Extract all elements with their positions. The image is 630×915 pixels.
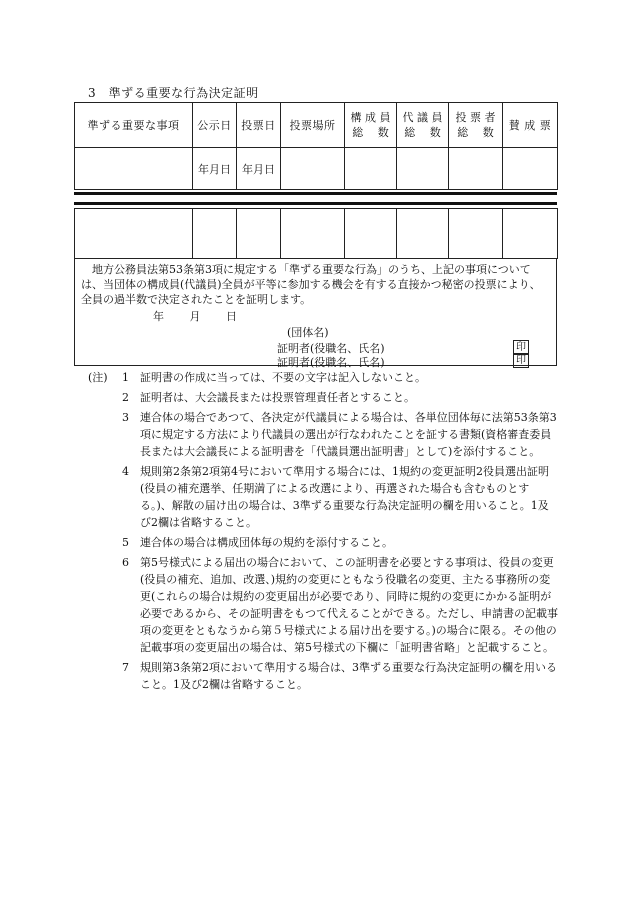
header-matter: 準ずる重要な事項	[75, 103, 193, 148]
date-day: 日	[226, 310, 237, 323]
note-number: 6	[122, 556, 129, 569]
note-number: 7	[122, 661, 129, 674]
header-vote-place: 投票場所	[281, 103, 345, 148]
note-item	[88, 409, 558, 460]
table-header-row	[75, 103, 558, 148]
certifier-1: 証明者(役職名、氏名)	[277, 342, 385, 355]
cell-members	[345, 209, 397, 259]
note-number: 1	[122, 371, 129, 384]
certification-date	[153, 308, 259, 324]
header-members-line1: 構 成 員	[350, 111, 391, 124]
note-item	[88, 659, 558, 693]
decision-table	[74, 102, 558, 190]
header-delegates-line1: 代 議 員	[402, 111, 443, 124]
note-text: 第5号様式による届出の場合において、この証明書を必要とする事項は、役員の変更(役員の補充、追加、改選、)規約の変更にともなう役職名の変更、主たる事務所の変更(これらの場合は規約の変更届出が必要であり、同時に規約の変更にかかる証明が必要であるから、その証明書をもつて代えることができる。ただし、申請書の記載事項の変更をともなうから第５号様式による届け出を要する。)の場合に限る。その他の記載事項の変更届出の場合は、第5号様式の下欄に「証明書省略」と記載すること。	[140, 556, 558, 654]
cell-vote-date: 年月日	[237, 148, 281, 190]
note-text: 連合体の場合であつて、各決定が代議員による場合は、各単位団体毎に法第53条第3項に規定する方法により代議員の選出が行なわれたことを証する書類(資格審査委員長または大会議長による証明書を「代議員選出証明書」として)を添付すること。	[140, 411, 557, 458]
certifier-2: 証明者(役職名、氏名)	[277, 356, 385, 369]
cell-approve	[503, 209, 558, 259]
header-members-line2: 総 数	[352, 126, 389, 139]
cell-voters	[449, 148, 503, 190]
cell-members	[345, 148, 397, 190]
header-members	[345, 103, 397, 148]
table-break-mark	[74, 190, 557, 208]
note-number: 4	[122, 465, 129, 478]
organization-name: (団体名)	[287, 326, 329, 339]
cell-vote-date	[237, 209, 281, 259]
cell-delegates	[397, 209, 449, 259]
notes-label: (注)	[88, 371, 108, 384]
cell-delegates	[397, 148, 449, 190]
note-number: 3	[122, 411, 129, 424]
cell-matter	[75, 209, 193, 259]
header-voters-line1: 投 票 者	[455, 111, 496, 124]
cell-approve	[503, 148, 558, 190]
seal-mark-2: 印	[513, 353, 529, 368]
note-text: 連合体の場合は構成団体毎の規約を添付すること。	[140, 536, 393, 549]
header-vote-date: 投票日	[237, 103, 281, 148]
seal-mark-1: 印	[513, 340, 529, 355]
date-year: 年	[153, 310, 164, 323]
cell-matter	[75, 148, 193, 190]
header-notice-date: 公示日	[193, 103, 237, 148]
cell-vote-place	[281, 148, 345, 190]
break-line-upper	[74, 192, 557, 195]
table-row	[75, 148, 558, 190]
decision-table-continued	[74, 208, 558, 259]
date-month: 月	[189, 310, 201, 323]
break-line-lower	[74, 202, 557, 205]
note-text: 規則第2条第2項第4号において準用する場合には、1規約の変更証明2役員選出証明(役員の補充選挙、任期満了による改選により、再選された場合も含むものとする。)、解散の届け出の場合は、3準ずる重要な行為決定証明の欄を用いること。1及び2欄は省略すること。	[140, 465, 549, 529]
note-text: 証明者は、大会議長または投票管理責任者とすること。	[140, 391, 415, 404]
note-number: 2	[122, 391, 129, 404]
header-delegates	[397, 103, 449, 148]
table-row	[75, 209, 558, 259]
note-text: 証明書の作成に当っては、不要の文字は記入しないこと。	[140, 371, 426, 384]
header-voters	[449, 103, 503, 148]
cell-vote-place	[281, 209, 345, 259]
cell-voters	[449, 209, 503, 259]
note-number: 5	[122, 536, 129, 549]
note-item	[88, 463, 558, 531]
section-title: 3 準ずる重要な行為決定証明	[88, 86, 259, 100]
header-approve: 賛 成 票	[503, 103, 558, 148]
note-item	[88, 369, 558, 386]
certification-box	[74, 258, 557, 369]
note-item	[88, 534, 558, 551]
cell-notice-date: 年月日	[193, 148, 237, 190]
note-item	[88, 389, 558, 406]
note-item	[88, 554, 558, 656]
header-delegates-line2: 総 数	[404, 126, 441, 139]
certification-text: 地方公務員法第53条第3項に規定する「準ずる重要な行為」のうち、上記の事項については、当団体の構成員(代議員)全員が平等に参加する機会を有する直接かつ秘密の投票により、全員の過半数で決定されたことを証明します。	[81, 263, 541, 306]
note-text: 規則第3条第2項において準用する場合は、3準ずる重要な行為決定証明の欄を用いること。1及び2欄は省略すること。	[140, 661, 557, 691]
notes-section	[88, 369, 558, 696]
cell-notice-date	[193, 209, 237, 259]
header-voters-line2: 総 数	[457, 126, 494, 139]
